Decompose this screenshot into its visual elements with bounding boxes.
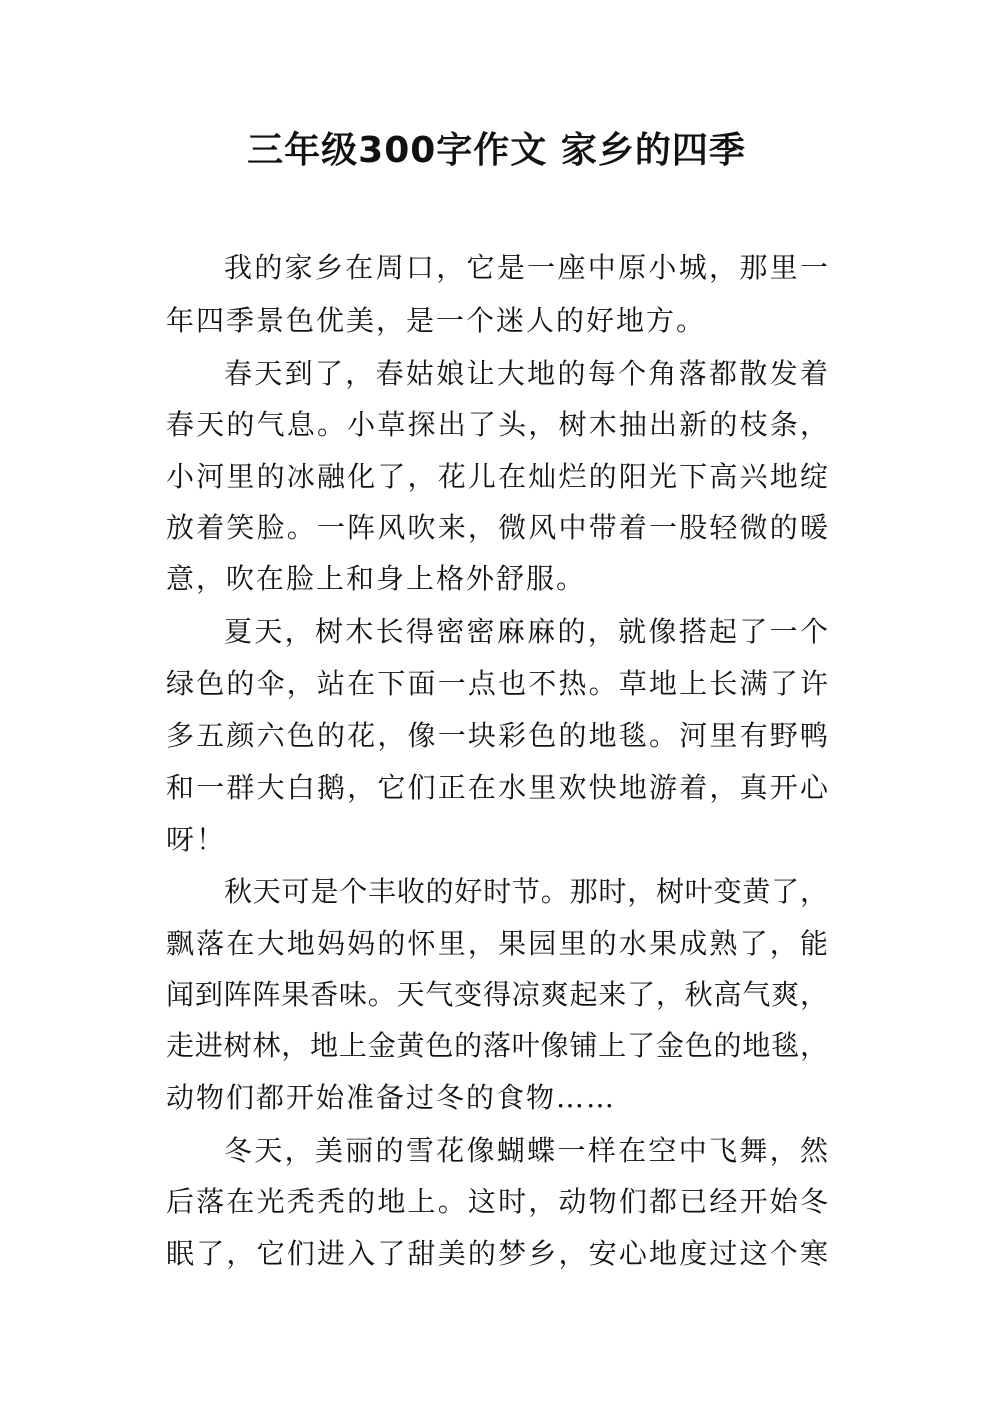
text-line: 我的家乡在周口，它是一座中原小城，那里一 xyxy=(224,251,828,284)
text-line: 秋天可是个丰收的好时节。那时，树叶变黄了， xyxy=(224,875,828,908)
text-line: 后落在光秃秃的地上。这时，动物们都已经开始冬 xyxy=(166,1185,828,1218)
text-line: 闻到阵阵果香味。天气变得凉爽起来了，秋高气爽， xyxy=(166,978,828,1011)
text-line: 放着笑脸。一阵风吹来，微风中带着一股轻微的暖 xyxy=(166,511,828,544)
text-line: 飘落在大地妈妈的怀里，果园里的水果成熟了，能 xyxy=(166,927,828,960)
text-line: 冬天，美丽的雪花像蝴蝶一样在空中飞舞，然 xyxy=(224,1134,828,1167)
document-title: 三年级300字作文 家乡的四季 xyxy=(247,130,746,171)
text-line: 呀！ xyxy=(166,823,227,856)
text-line: 夏天，树木长得密密麻麻的，就像搭起了一个 xyxy=(224,615,828,648)
text-line: 眠了，它们进入了甜美的梦乡，安心地度过这个寒 xyxy=(166,1237,828,1270)
text-line: 绿色的伞，站在下面一点也不热。草地上长满了许 xyxy=(166,667,828,700)
text-line: 意，吹在脸上和身上格外舒服。 xyxy=(166,562,587,595)
text-line: 和一群大白鹅，它们正在水里欢快地游着，真开心 xyxy=(166,771,828,804)
text-line: 春天到了，春姑娘让大地的每个角落都散发着 xyxy=(224,357,828,390)
text-line: 年四季景色优美，是一个迷人的好地方。 xyxy=(166,304,707,337)
text-line: 走进树林，地上金黄色的落叶像铺上了金色的地毯， xyxy=(166,1029,828,1062)
text-line: 小河里的冰融化了，花儿在灿烂的阳光下高兴地绽 xyxy=(166,460,828,493)
text-line: 多五颜六色的花，像一块彩色的地毯。河里有野鸭 xyxy=(166,719,828,752)
text-line: 春天的气息。小草探出了头，树木抽出新的枝条， xyxy=(166,408,828,441)
text-line: 动物们都开始准备过冬的食物…… xyxy=(166,1081,617,1114)
